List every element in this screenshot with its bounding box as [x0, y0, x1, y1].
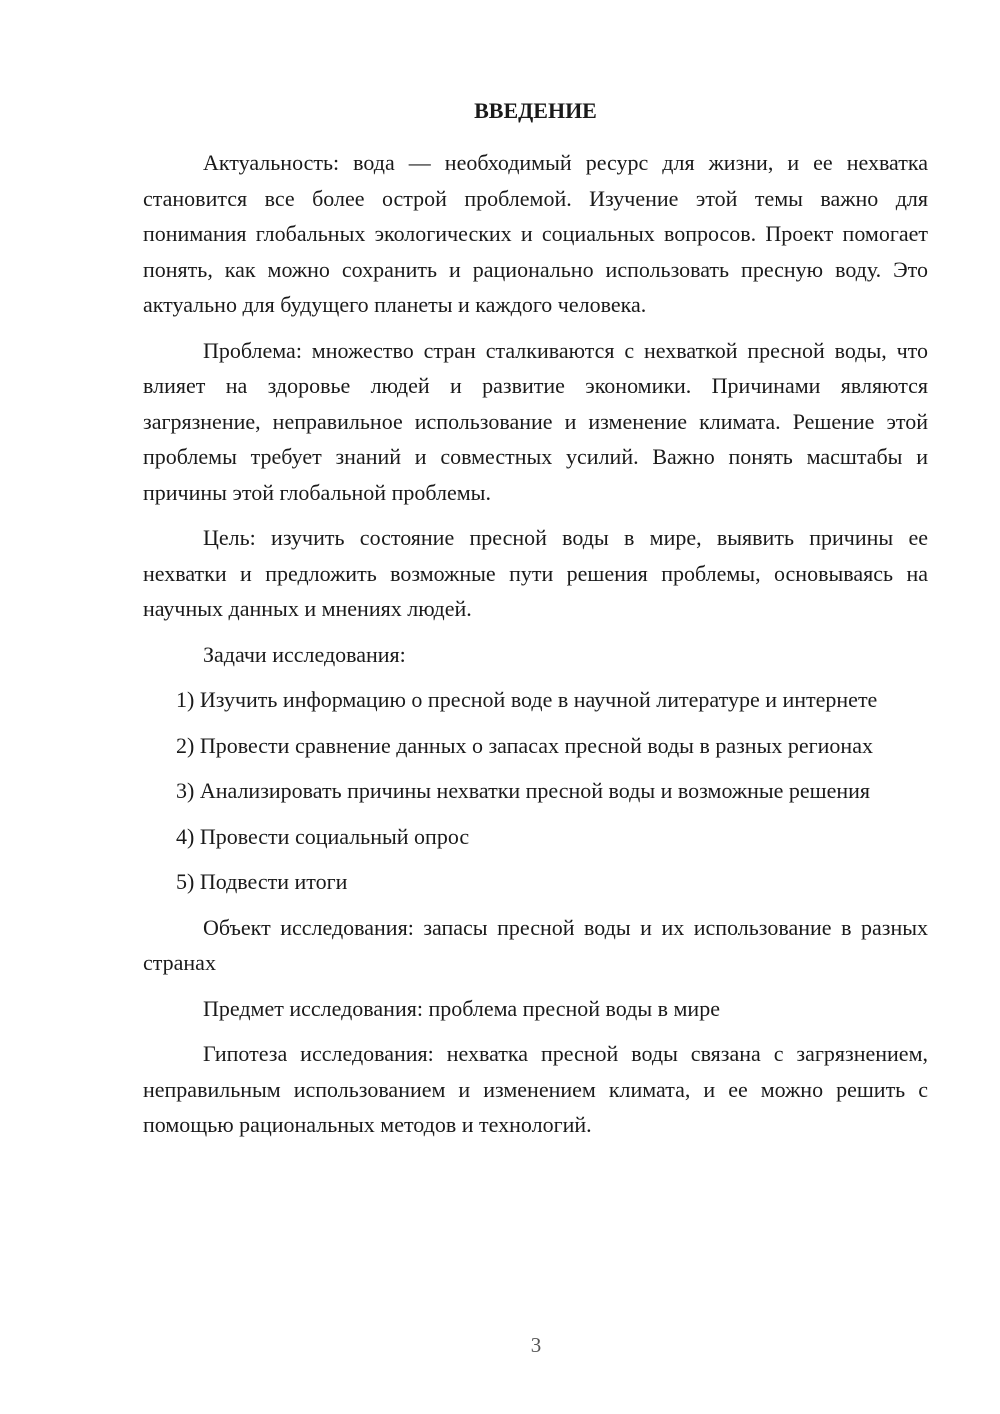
page-number: 3 [530, 1333, 542, 1357]
task-item: 3) Анализировать причины нехватки пресной воды и возможные решения [176, 778, 871, 803]
task-item: 1) Изучить информацию о пресной воде в научной литературе и интернете [176, 687, 878, 712]
task-item: 5) Подвести итоги [176, 869, 348, 894]
tasks-heading: Задачи исследования: [203, 641, 406, 667]
paragraph-goal: Цель: изучить состояние пресной воды в мире, выявить причины ее нехватки и предложить возможные пути решения проблемы, основываясь на научных данных и мнениях людей. [143, 525, 928, 621]
paragraph-relevance: Актуальность: вода — необходимый ресурс для жизни, и ее нехватка становится все более острой проблемой. Изучение этой темы важно для понимания глобальных экологических и социальных вопросов. Проект помогает понять, как можно сохранить и рационально использовать пресную воду. Это актуально для будущего планеты и каждого человека. [143, 150, 928, 317]
task-item: 2) Провести сравнение данных о запасах пресной воды в разных регионах [176, 732, 873, 758]
paragraph-object: Объект исследования: запасы пресной воды и их использование в разных странах [143, 914, 928, 975]
paragraph-hypothesis: Гипотеза исследования: нехватка пресной воды связана с загрязнением, неправильным использованием и изменением климата, и ее можно решить с помощью рациональных методов и технологий. [143, 1041, 928, 1137]
paragraph-problem: Проблема: множество стран сталкиваются с нехваткой пресной воды, что влияет на здоровье людей и развитие экономики. Причинами являются загрязнение, неправильное использование и изменение климата. Решение этой проблемы требует знаний и совместных усилий. Важно понять масштабы и причины этой глобальной проблемы. [143, 337, 928, 505]
paragraph-subject: Предмет исследования: проблема пресной воды в мире [203, 995, 720, 1021]
task-item: 4) Провести социальный опрос [176, 823, 470, 849]
page-content [143, 95, 928, 1153]
section-title: ВВЕДЕНИЕ [474, 98, 597, 123]
